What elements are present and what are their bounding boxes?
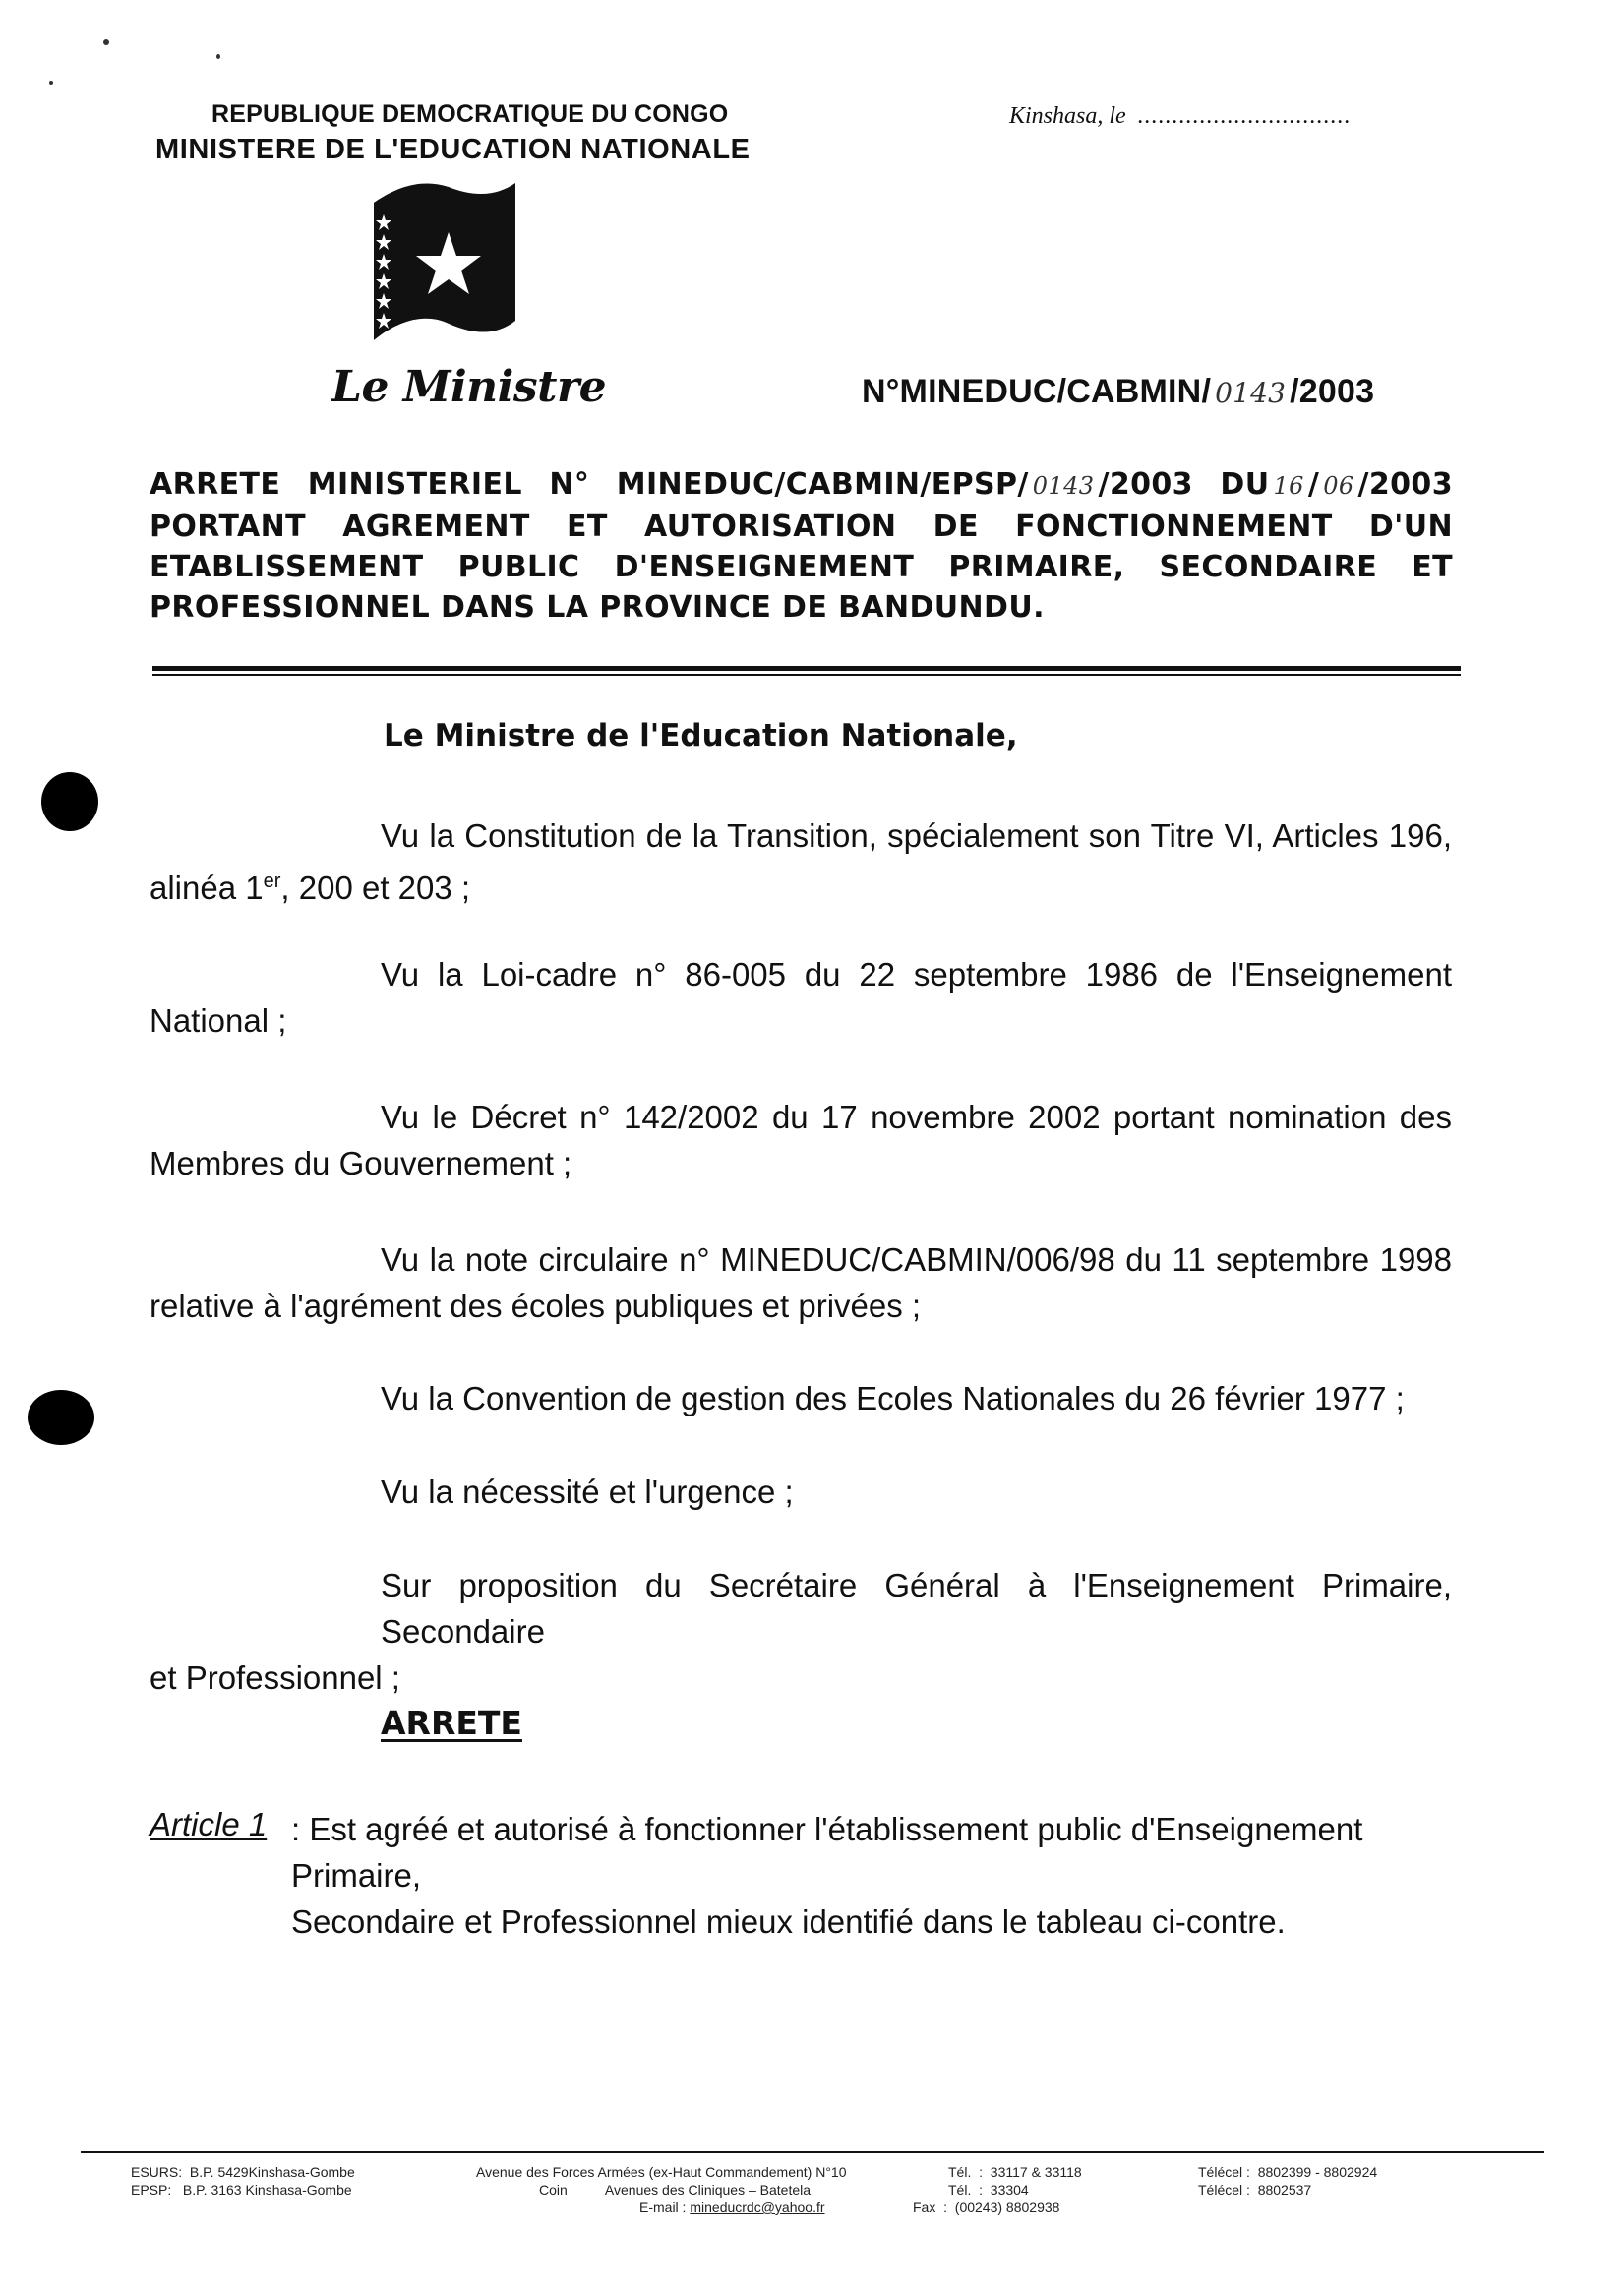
title-line-3: ETABLISSEMENT PUBLIC D'ENSEIGNEMENT PRIMAIRE, SECONDAIRE ET xyxy=(150,550,1453,584)
handwritten-reference-number: 0143 xyxy=(1215,377,1287,409)
scan-speck xyxy=(103,39,109,45)
reference-prefix: N°MINEDUC/CABMIN/ xyxy=(862,373,1212,410)
considerant-decret: Vu le Décret n° 142/2002 du 17 novembre 2002 portant nomination des Membres du Gouvernement ; xyxy=(150,1099,1452,1181)
scan-speck xyxy=(49,81,53,85)
date-label: Kinshasa, le xyxy=(1009,103,1126,129)
footer-address-column: Avenue des Forces Armées (ex-Haut Commandement) N°10 Coin Avenues des Cliniques – Batetela E-mail : mineducrdc@yahoo.fr xyxy=(476,2164,847,2215)
article-1-text xyxy=(291,1806,1454,1945)
considerant-convention: Vu la Convention de gestion des Ecoles Nationales du 26 février 1977 ; xyxy=(381,1380,1405,1416)
date-blank: ............................... xyxy=(1137,103,1352,129)
reference-number xyxy=(862,373,1374,411)
considerant-loi-cadre: Vu la Loi-cadre n° 86-005 du 22 septembre 1986 de l'Enseignement National ; xyxy=(150,956,1452,1039)
handwritten-decree-number: 0143 xyxy=(1032,472,1095,500)
footer-rule xyxy=(81,2151,1544,2153)
handwritten-day: 16 xyxy=(1273,472,1304,500)
considerant-note-circulaire: Vu la note circulaire n° MINEDUC/CABMIN/006/98 du 11 septembre 1998 relative à l'agrément des écoles publiques et privées ; xyxy=(150,1241,1452,1324)
considerant-proposition: Sur proposition du Secrétaire Général à l'Enseignement Primaire, Secondaire et Professionnel ; xyxy=(150,1567,1452,1696)
title-line-2: PORTANT AGREMENT ET AUTORISATION DE FONCTIONNEMENT D'UN xyxy=(150,510,1453,544)
article-1-label: Article 1 xyxy=(150,1806,268,1842)
decree-title xyxy=(150,464,1453,628)
minister-heading: Le Ministre de l'Education Nationale, xyxy=(384,718,1018,753)
article-1-line-2: Secondaire et Professionnel mieux identifié dans le tableau ci-contre. xyxy=(291,1903,1286,1940)
flag-emblem-icon xyxy=(370,173,519,356)
article-1-line-1: : Est agréé et autorisé à fonctionner l'établissement public d'Enseignement Primaire, xyxy=(291,1811,1363,1894)
ministry-heading: MINISTERE DE L'EDUCATION NATIONALE xyxy=(155,134,751,165)
title-line-4: PROFESSIONNEL DANS LA PROVINCE DE BANDUNDU. xyxy=(150,590,1045,625)
title-line-1: ARRETE MINISTERIEL N° MINEDUC/CABMIN/EPSP/ 0143 /2003 DU 16 / 06 /2003 xyxy=(150,467,1453,502)
footer-postal-column: ESURS: B.P. 5429Kinshasa-Gombe EPSP: B.P. 3163 Kinshasa-Gombe xyxy=(131,2164,355,2198)
handwritten-month: 06 xyxy=(1323,472,1354,500)
republic-heading: REPUBLIQUE DEMOCRATIQUE DU CONGO xyxy=(211,100,729,128)
punch-hole-blot xyxy=(41,772,98,831)
considerant-urgence: Vu la nécessité et l'urgence ; xyxy=(381,1474,794,1510)
arrete-heading: ARRETE xyxy=(381,1704,522,1742)
minister-script-label: Le Ministre xyxy=(331,362,607,412)
considerant-constitution: Vu la Constitution de la Transition, spécialement son Titre VI, Articles 196, alinéa 1er, 200 et 203 ; xyxy=(150,817,1452,906)
footer-cell-column: Télécel : 8802399 - 8802924 Télécel : 8802537 xyxy=(1198,2164,1378,2198)
punch-hole-blot xyxy=(28,1390,94,1445)
footer-email-link[interactable]: mineducrdc@yahoo.fr xyxy=(690,2200,825,2215)
title-divider-top xyxy=(152,666,1461,671)
reference-suffix: /2003 xyxy=(1290,373,1375,410)
footer-phone-column: Tél. : 33117 & 33118 Tél. : 33304 Fax : (00243) 8802938 xyxy=(913,2164,1082,2215)
date-line xyxy=(1009,103,1352,130)
title-divider-bottom xyxy=(152,674,1461,676)
scan-speck xyxy=(216,54,220,59)
